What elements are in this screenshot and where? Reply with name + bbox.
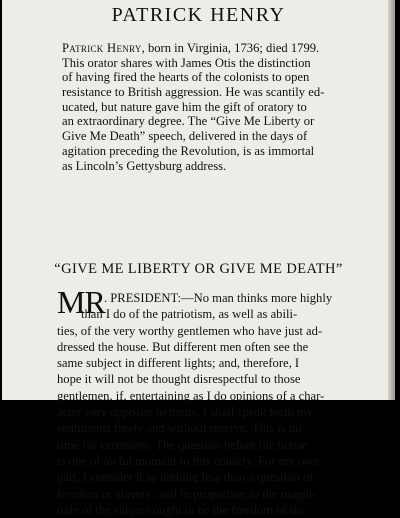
speech-line: . PRESIDENT:—No man thinks more highly [104,291,333,305]
intro-line: Patrick Henry, born in Virginia, 1736; died 1799. [62,41,320,55]
speech-line: part, I consider it as nothing less than a question of [57,470,314,485]
speech-line: same subject in different lights; and, therefore, I [57,356,300,371]
speech-text [57,290,357,518]
drop-cap: MR [57,284,105,320]
intro-line: agitation preceding the Revolution, is as immortal [62,143,315,158]
speech-line: is one of awful moment to this country. For my own [57,453,320,468]
intro-line: an extraordinary degree. The “Give Me Liberty or [62,114,315,129]
speech-line: gentlemen, if, entertaining as I do opinions of a char- [57,388,325,403]
intro-lead-name: Patrick Henry [62,41,142,55]
speech-line: dressed the house. But different men often see the [57,339,309,354]
intro-line: ucated, but nature gave him the gift of oratory to [62,99,307,114]
speech-line: ties, of the very worthy gentlemen who have just ad- [57,323,323,338]
speech-line: than I do of the patriotism, as well as abili- [81,307,298,322]
intro-paragraph [62,41,354,173]
intro-line: as Lincoln’s Gettysburg address. [62,158,227,173]
speech-line: sentiments freely and without reserve. This is no [57,421,302,436]
book-page [2,0,395,517]
speech-title: “GIVE ME LIBERTY OR GIVE ME DEATH” [54,261,343,277]
book-spine-shadow [388,0,395,400]
speech-line: acter very opposite to theirs, I shall speak forth my [57,405,314,420]
intro-line: This orator shares with James Otis the distinction [62,55,311,70]
speech-line: hope it will not be thought disrespectful to those [57,372,301,387]
speech-line: tude of the subject ought to be the freedom of the [57,502,306,517]
speech-line: freedom or slavery; and in proportion to the magni- [57,486,317,501]
intro-line: Give Me Death” speech, delivered in the days of [62,129,308,144]
speech-line: time for ceremony. The question before the house [57,437,308,452]
intro-line: resistance to British aggression. He was scantily ed- [62,85,325,100]
intro-line: of having fired the hearts of the colonists to open [62,70,310,85]
page-title: PATRICK HENRY [111,4,286,26]
